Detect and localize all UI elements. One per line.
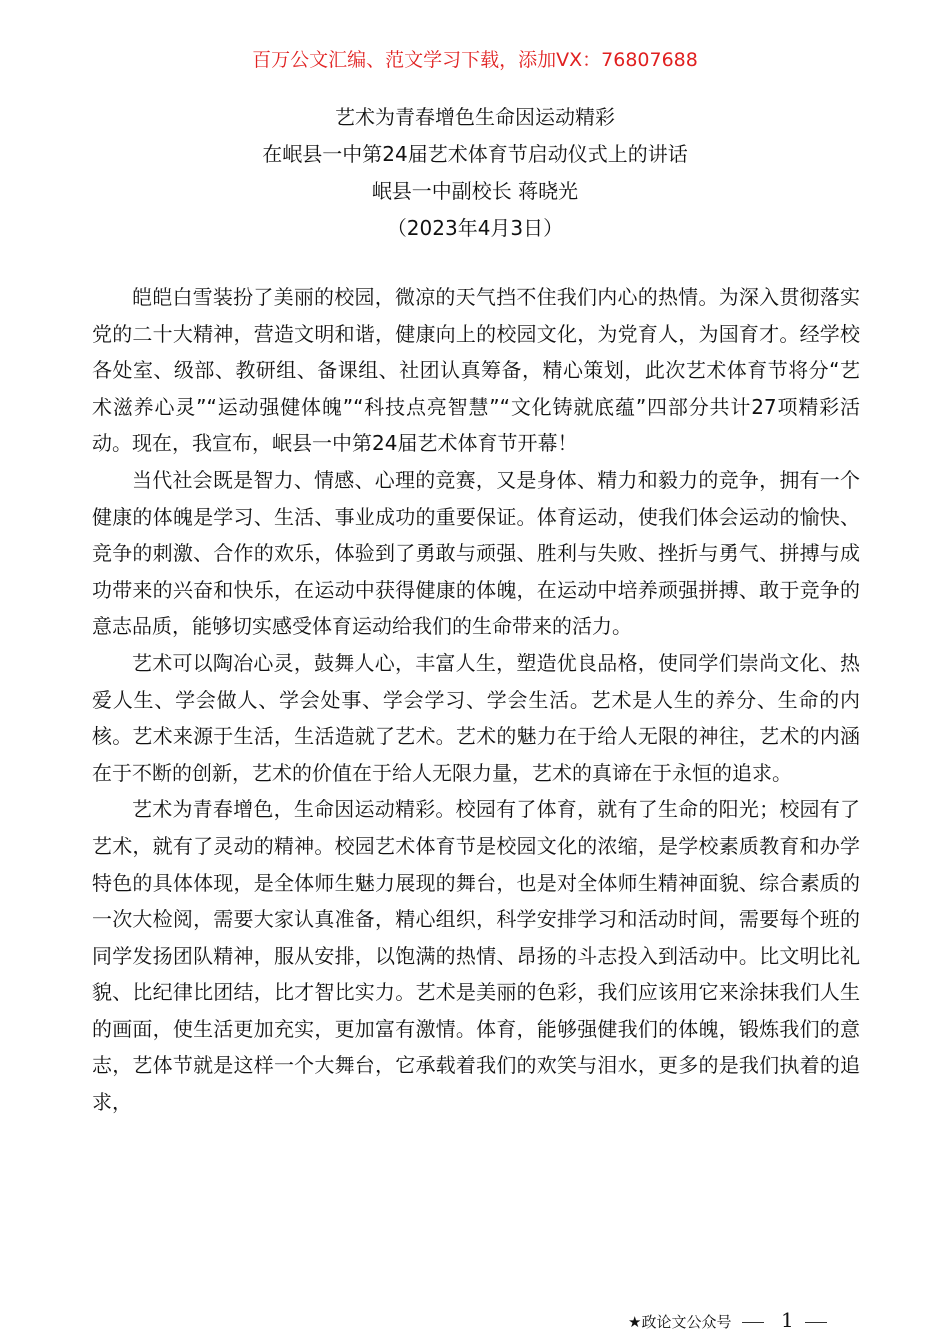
speech-title: 艺术为青春增色生命因运动精彩 bbox=[335, 105, 615, 129]
promo-banner: 百万公文汇编、范文学习下载，添加VX：76807688 bbox=[252, 49, 698, 71]
footer-dash-right bbox=[805, 1322, 827, 1323]
speech-author: 岷县一中副校长 蒋晓光 bbox=[371, 179, 579, 203]
page-number: 1 bbox=[781, 1308, 794, 1332]
footer-source: ★政论文公众号 bbox=[628, 1313, 732, 1331]
paragraph: 艺术为青春增色，生命因运动精彩。校园有了体育，就有了生命的阳光；校园有了艺术，就有了灵动的精神。校园艺术体育节是校园文化的浓缩，是学校素质教育和办学特色的具体体现，是全体师生魅力展现的舞台，也是对全体师生精神面貌、综合素质的一次大检阅，需要大家认真准备，精心组织，科学安排学习和活动时间，需要每个班的同学发扬团队精神，服从安排，以饱满的热情、昂扬的斗志投入到活动中。比文明比礼貌、比纪律比团结，比才智比实力。艺术是美丽的色彩，我们应该用它来涂抹我们人生的画面，使生活更加充实，更加富有激情。体育，能够强健我们的体魄，锻炼我们的意志，艺体节就是这样一个大舞台，它承载着我们的欢笑与泪水，更多的是我们执着的追求， bbox=[92, 797, 860, 1115]
body-text bbox=[92, 279, 860, 1121]
paragraph: 皑皑白雪装扮了美丽的校园，微凉的天气挡不住我们内心的热情。为深入贯彻落实党的二十大精神，营造文明和谐，健康向上的校园文化，为党育人，为国育才。经学校各处室、级部、教研组、备课组、社团认真筹备，精心策划，此次艺术体育节将分“艺术滋养心灵”“运动强健体魄”“科技点亮智慧”“文化铸就底蕴”四部分共计27项精彩活动。现在，我宣布，岷县一中第24届艺术体育节开幕！ bbox=[92, 285, 860, 456]
speech-date: （2023年4月3日） bbox=[386, 216, 564, 240]
paragraph: 当代社会既是智力、情感、心理的竞赛，又是身体、精力和毅力的竞争，拥有一个健康的体魄是学习、生活、事业成功的重要保证。体育运动，使我们体会运动的愉快、竞争的刺激、合作的欢乐，体验到了勇敢与顽强、胜利与失败、挫折与勇气、拼搏与成功带来的兴奋和快乐，在运动中获得健康的体魄，在运动中培养顽强拼搏、敢于竞争的意志品质，能够切实感受体育运动给我们的生命带来的活力。 bbox=[92, 467, 860, 639]
title-block bbox=[0, 99, 950, 247]
paragraph: 艺术可以陶冶心灵，鼓舞人心，丰富人生，塑造优良品格，使同学们崇尚文化、热爱人生、学会做人、学会处事、学会学习、学会生活。艺术是人生的养分、生命的内核。艺术来源于生活，生活造就了艺术。艺术的魅力在于给人无限的神往，艺术的内涵在于不断的创新，艺术的价值在于给人无限力量，艺术的真谛在于永恒的追求。 bbox=[92, 650, 860, 785]
page-footer bbox=[628, 1310, 833, 1332]
footer-dash-left bbox=[742, 1322, 764, 1323]
speech-subtitle: 在岷县一中第24届艺术体育节启动仪式上的讲话 bbox=[262, 142, 688, 166]
